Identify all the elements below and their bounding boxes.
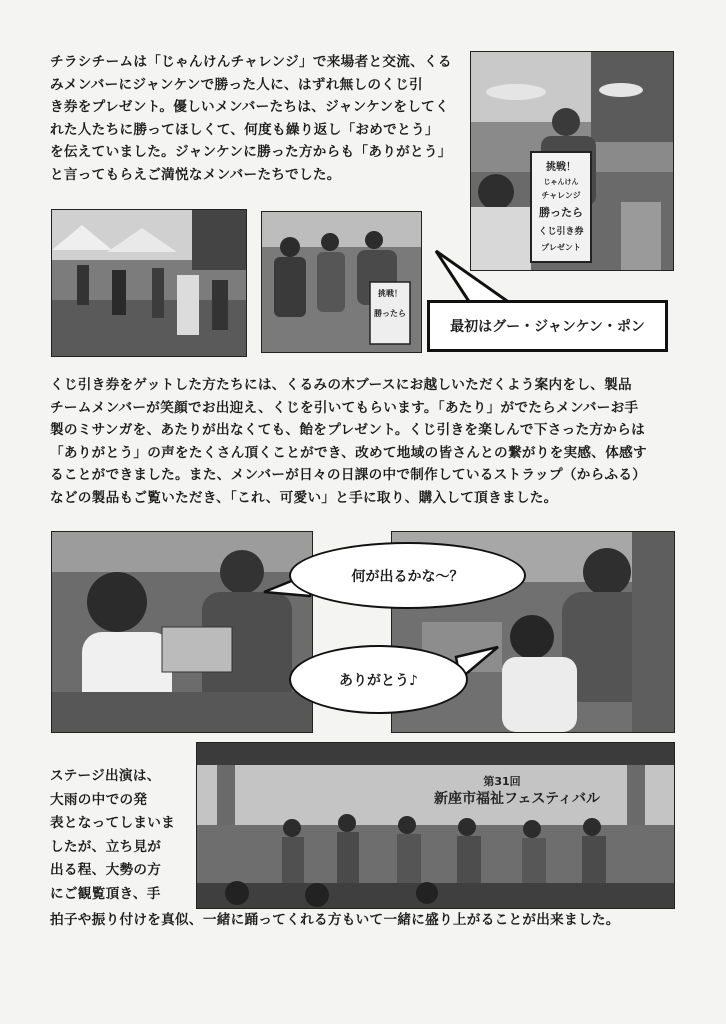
text-line: などの製品もご覧いただき、「これ、可愛い」と手に取り、購入して頂きました。 [50, 489, 558, 506]
text-line: にご観覧頂き、手 [50, 885, 161, 902]
text-line: を伝えていました。ジャンケンに勝った方からも「ありがとう」 [50, 144, 452, 160]
photo-festival-crowd [51, 209, 247, 357]
section2-text [50, 374, 690, 509]
callout-tail [430, 245, 530, 305]
bubble-text: 何が出るかな～？ [351, 568, 464, 585]
text-line: 拍子や振り付けを真似、一緒に踊ってくれる方もいて一緒に盛り上がることが出来ました。 [50, 912, 620, 928]
text-line: ることができました。また、メンバーが日々の日課の中で制作しているストラップ（からふる） [50, 467, 647, 483]
photo-member-with-sign [470, 51, 674, 271]
sign-line: 挑戦！ [378, 289, 402, 298]
section3-last-line [50, 909, 690, 932]
stage-banner-number: 第31回 [483, 775, 521, 788]
text-line: ステージ出演は、 [50, 768, 161, 784]
section1-text [50, 51, 465, 186]
section3-text [50, 765, 190, 906]
callout-box [427, 300, 668, 352]
sign-line: 挑戦！ [546, 162, 576, 173]
photo-janken-game [261, 211, 422, 353]
sign-line: じゃんけん [543, 178, 579, 186]
text-line: き券をプレゼント。優しいメンバーたちは、ジャンケンをしてく [50, 99, 449, 115]
bubble-text: ありがとう♪ [339, 672, 418, 689]
text-line: と言ってもらえご満悦なメンバーたちでした。 [50, 166, 341, 183]
photo-stage-performance [196, 742, 675, 909]
sign-line: チャレンジ [541, 191, 581, 200]
speech-bubble-bottom [289, 645, 468, 714]
text-line: 表となってしまいま [50, 815, 176, 831]
photo-lottery-booth-left [51, 531, 313, 733]
text-line: 「ありがとう」の声をたくさん頂くことができ、改めて地域の皆さんとの繋がりを実感、体感す [50, 444, 647, 461]
text-line: くじ引き券をゲットした方たちには、くるみの木ブースにお越しいただくよう案内をし、製品 [50, 377, 632, 393]
sign-line: 勝ったら [539, 206, 583, 219]
text-line: れた人たちに勝ってほしくて、何度も繰り返し「おめでとう」 [50, 121, 439, 138]
text-line: 出る程、大勢の方 [50, 862, 162, 878]
sign-line: 勝ったら [374, 309, 406, 318]
text-line: 製のミサンガを、あたりが出なくても、飴をプレゼント。くじ引きを楽しんで下さった方からは [50, 422, 645, 438]
callout-text: 最初はグー・ジャンケン・ポン [450, 319, 645, 335]
speech-bubble-top [289, 542, 526, 609]
sign-line: くじ引き券 [538, 227, 584, 237]
text-line: 大雨の中での発 [50, 791, 148, 808]
text-line: みメンバーにジャンケンで勝った人に、はずれ無しのくじ引 [50, 76, 423, 93]
text-line: したが、立ち見が [50, 838, 162, 855]
text-line: チラシチームは「じゃんけんチャレンジ」で来場者と交流、くる [50, 54, 452, 70]
sign-line: プレゼント [541, 243, 581, 252]
text-line: チームメンバーが笑顔でお出迎え、くじを引いてもらいます。「あたり」がでたらメンバーお手 [50, 399, 639, 416]
stage-banner-title: 新座市福祉フェスティバル [434, 791, 600, 807]
